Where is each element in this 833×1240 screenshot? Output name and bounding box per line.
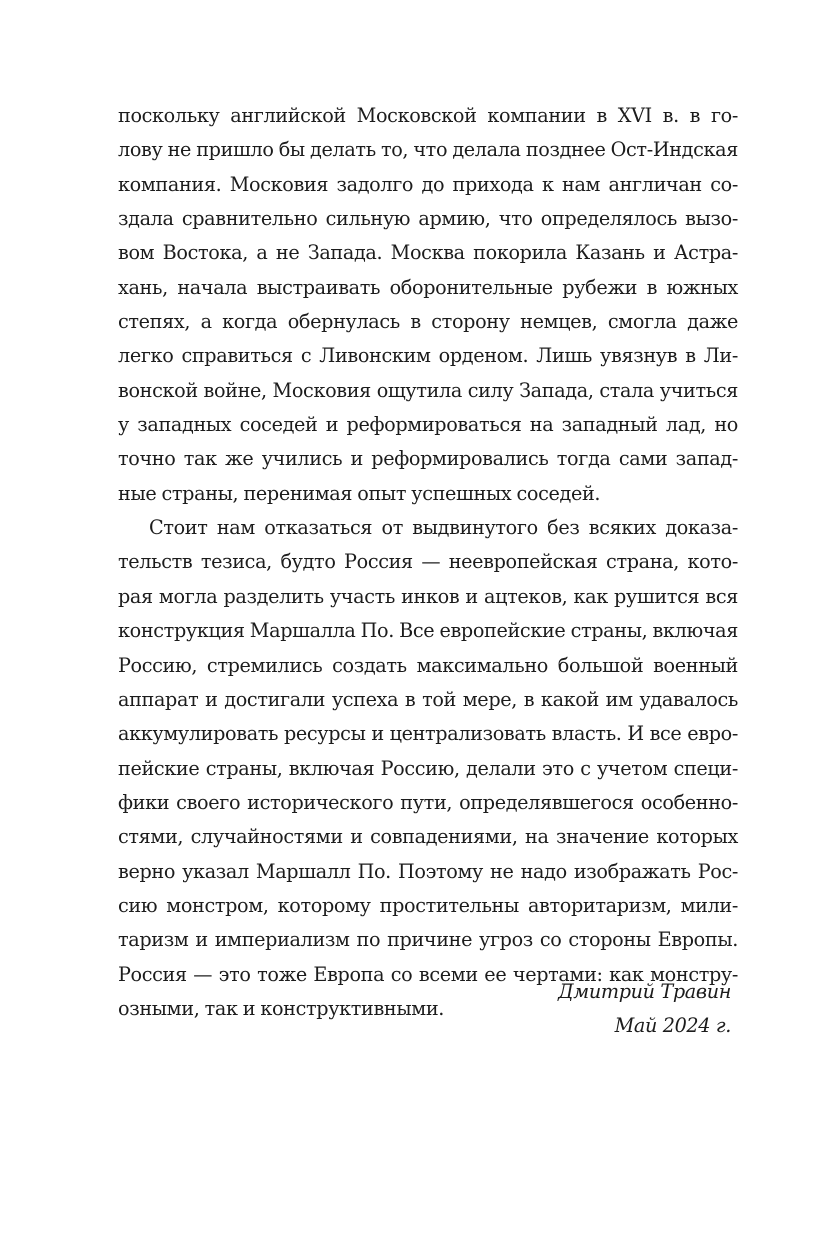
- paragraph: [118, 99, 738, 511]
- text-line: лову не пришло бы делать то, что делала позднее Ост-Индская: [118, 138, 738, 162]
- text-line: аппарат и достигали успеха в той мере, в какой им удавалось: [118, 687, 738, 711]
- text-line: степях, а когда обернулась в сторону немцев, смогла даже: [118, 310, 738, 334]
- text-line: Россию, стремились создать максимально большой военный: [118, 653, 738, 677]
- text-line: аккумулировать ресурсы и централизовать власть. И все евро-: [118, 722, 738, 746]
- author-name: Дмитрий Травин: [558, 980, 731, 1003]
- text-line: конструкция Маршалла По. Все европейские страны, включая: [118, 619, 738, 643]
- signature: [558, 975, 731, 1044]
- text-line: поскольку английской Московской компании в XVI в. в го-: [118, 104, 738, 127]
- text-line: компания. Московия задолго до прихода к нам англичан со-: [118, 172, 738, 196]
- body-text: [118, 99, 738, 1026]
- text-line: Стоит нам отказаться от выдвинутого без всяких доказа-: [149, 516, 738, 540]
- text-line: вонской войне, Московия ощутила силу Запада, стала учиться: [118, 378, 738, 402]
- text-line: у западных соседей и реформироваться на западный лад, но: [118, 413, 738, 437]
- text-line: фики своего исторического пути, определявшегося особенно-: [118, 790, 738, 814]
- paragraph: [118, 511, 738, 1026]
- text-line: легко справиться с Ливонским орденом. Лишь увязнув в Ли-: [118, 344, 738, 368]
- text-line: тельств тезиса, будто Россия — неевропейская страна, кото-: [118, 550, 738, 574]
- text-line: сию монстром, которому простительны авторитаризм, мили-: [118, 893, 738, 917]
- text-line: вом Востока, а не Запада. Москва покорила Казань и Астра-: [118, 241, 738, 265]
- text-line: Россия — это тоже Европа со всеми ее чертами: как монстру-: [118, 962, 738, 986]
- text-line: озными, так и конструктивными.: [118, 996, 445, 1020]
- text-line: точно так же учились и реформировались тогда сами запад-: [118, 447, 738, 471]
- text-line: хань, начала выстраивать оборонительные рубежи в южных: [118, 275, 738, 299]
- text-line: стями, случайностями и совпадениями, на значение которых: [118, 825, 738, 849]
- text-line: пейские страны, включая Россию, делали это с учетом специ-: [118, 756, 738, 780]
- signature-date: Май 2024 г.: [614, 1014, 731, 1038]
- text-line: верно указал Маршалл По. Поэтому не надо изображать Рос-: [118, 859, 738, 883]
- text-line: рая могла разделить участь инков и ацтеков, как рушится вся: [118, 584, 738, 608]
- text-line: таризм и империализм по причине угроз со стороны Европы.: [118, 928, 738, 952]
- text-line: ные страны, перенимая опыт успешных соседей.: [118, 481, 601, 505]
- text-line: здала сравнительно сильную армию, что определялось вызо-: [118, 207, 738, 231]
